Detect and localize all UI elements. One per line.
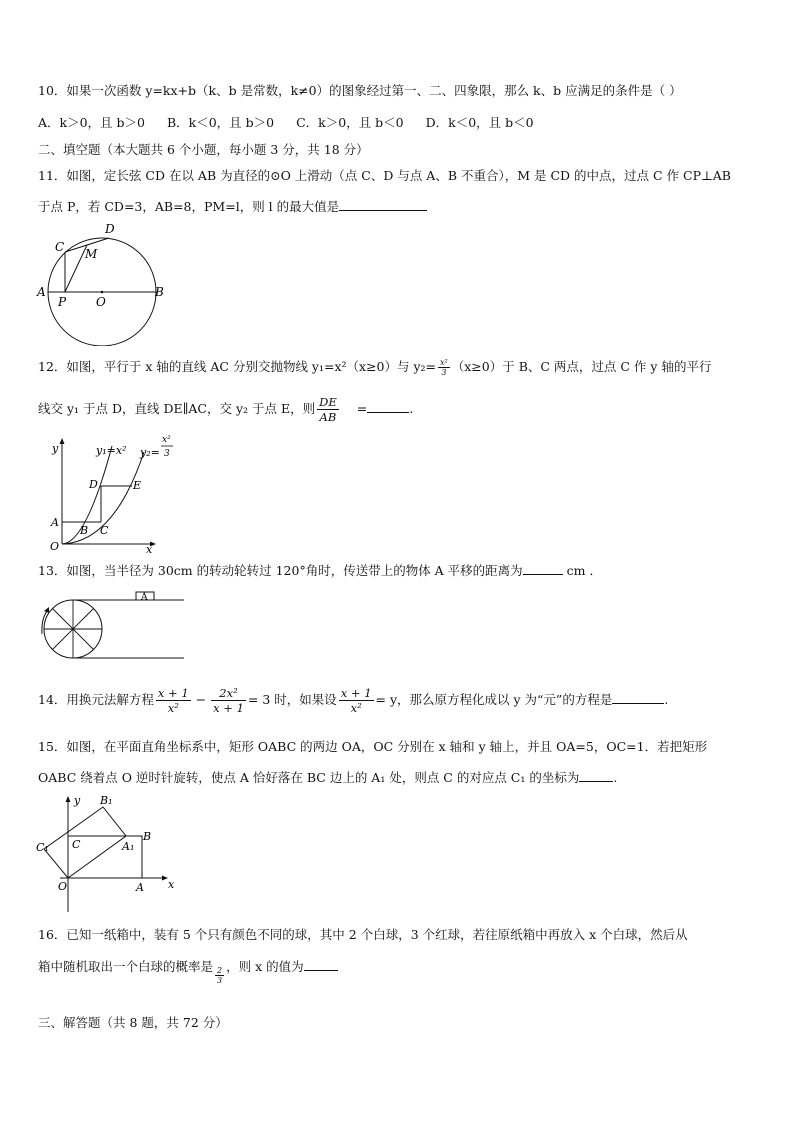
q10-option-b: B．k＜0，且 b＞0 bbox=[166, 115, 275, 130]
q15-label-b: B bbox=[143, 830, 152, 843]
q15-label-c: C bbox=[72, 838, 81, 851]
q14-end: . bbox=[664, 692, 669, 707]
q14-fraction-a-num: x + 1 bbox=[157, 686, 189, 700]
q12-y-axis-arrow bbox=[60, 438, 65, 444]
q13-wheel-figure bbox=[38, 590, 188, 666]
q11-label-m: M bbox=[85, 247, 98, 261]
q16-line2 bbox=[38, 954, 338, 985]
q12-line2a: 线交 y₁ 于点 D，直线 DE∥AC，交 y₂ 于点 E，则 bbox=[38, 401, 316, 416]
q14-fraction-a-den: x² bbox=[167, 701, 179, 715]
q10-options bbox=[38, 114, 534, 132]
q15-rect-rotated bbox=[44, 807, 126, 878]
q10-option-a: A．k＞0，且 b＞0 bbox=[38, 115, 145, 130]
q14-minus: − bbox=[195, 692, 207, 707]
q12-parabola-figure bbox=[44, 432, 174, 554]
q12-label-y2-den: 3 bbox=[164, 449, 170, 459]
q14-fraction-b-den: x + 1 bbox=[213, 701, 244, 715]
q16-probability-num: 2 bbox=[217, 966, 223, 975]
q12-line1 bbox=[38, 352, 711, 382]
q14-fraction-c-den: x² bbox=[350, 701, 362, 715]
q12-label-y2-num: x² bbox=[162, 435, 171, 445]
q11-line1: 11．如图，定长弦 CD 在以 AB 为直径的⊙O 上滑动（点 C、D 与点 A、B 不重合），M 是 CD 的中点，过点 C 作 CP⊥AB bbox=[38, 168, 731, 183]
q13-text: 13．如图，当半径为 30cm 的转动轮转过 120°角时，传送带上的物体 A 平移的距离为 bbox=[38, 563, 523, 578]
q11-circle-figure bbox=[34, 218, 174, 346]
q12-line1a: 12．如图，平行于 x 轴的直线 AC 分别交抛物线 y₁=x²（x≥0）与 y₂= bbox=[38, 359, 437, 374]
q13-line bbox=[38, 562, 602, 580]
q11-label-p: P bbox=[58, 295, 67, 309]
q14-fraction-c bbox=[339, 686, 374, 715]
q15-label-c1: C₁ bbox=[36, 841, 49, 854]
q15-rectangle-figure bbox=[34, 792, 184, 916]
q15-line2b: . bbox=[613, 770, 618, 785]
q15-line1: 15．如图，在平面直角坐标系中，矩形 OABC 的两边 OA，OC 分别在 x 轴和 y 轴上，并且 OA=5，OC=1．若把矩形 bbox=[38, 739, 708, 754]
q10-option-c: C．k＞0，且 b＜0 bbox=[296, 115, 404, 130]
q11-answer-blank[interactable] bbox=[339, 198, 427, 211]
q12-period: . bbox=[409, 401, 414, 416]
q15-line2 bbox=[38, 769, 617, 787]
section2-heading: 二、填空题（本大题共 6 个小题，每小题 3 分，共 18 分） bbox=[38, 142, 369, 157]
q12-ratio-fraction bbox=[317, 395, 339, 424]
q12-label-b: B bbox=[80, 524, 89, 537]
q16-line2a: 箱中随机取出一个白球的概率是 bbox=[38, 959, 214, 974]
q14-fraction-c-num: x + 1 bbox=[340, 686, 372, 700]
q15-answer-blank[interactable] bbox=[579, 769, 613, 782]
q13-label-a: A bbox=[141, 592, 148, 603]
q13-unit: cm ． bbox=[566, 563, 602, 578]
q10-option-d: D．k＜0，且 b＜0 bbox=[425, 115, 534, 130]
q12-label-y1: y₁=x² bbox=[96, 444, 127, 457]
q11-label-b: B bbox=[155, 285, 164, 299]
q14-line bbox=[38, 680, 668, 720]
q11-label-o: O bbox=[96, 295, 106, 309]
q16-line2b: ，则 x 的值为 bbox=[226, 959, 304, 974]
q15-label-a1: A₁ bbox=[122, 840, 135, 853]
q12-y2-numerator: x² bbox=[440, 358, 448, 367]
q14-answer-blank[interactable] bbox=[612, 691, 664, 704]
q14-fraction-b bbox=[211, 686, 246, 715]
q12-label-o: O bbox=[50, 540, 60, 553]
q14-eq: = 3 时，如果设 bbox=[247, 692, 337, 707]
q14-fraction-a bbox=[156, 686, 191, 715]
q16-answer-blank[interactable] bbox=[304, 958, 338, 971]
q14-fraction-b-num: 2x² bbox=[211, 686, 246, 701]
q15-label-b1: B₁ bbox=[100, 794, 113, 807]
q12-label-a: A bbox=[51, 516, 59, 529]
q15-label-y: y bbox=[74, 794, 81, 807]
q12-ratio-denominator: AB bbox=[319, 410, 337, 424]
q15-label-a: A bbox=[136, 881, 144, 894]
q15-y-axis-arrow bbox=[66, 796, 71, 802]
q12-line1b: （x≥0）于 B、C 两点，过点 C 作 y 轴的平行 bbox=[451, 359, 712, 374]
q12-label-e: E bbox=[133, 479, 142, 492]
q12-line2 bbox=[38, 392, 413, 426]
q10-stem: 10．如果一次函数 y=kx+b（k、b 是常数，k≠0）的图象经过第一、二、四象限，那么 k、b 应满足的条件是（ ） bbox=[38, 83, 682, 98]
q15-line2a: OABC 绕着点 O 逆时针旋转，使点 A 恰好落在 BC 边上的 A₁ 处，则点 C 的对应点 C₁ 的坐标为 bbox=[38, 770, 580, 785]
q12-y2-fraction bbox=[438, 358, 450, 377]
q11-label-c: C bbox=[55, 240, 65, 254]
q12-answer-blank[interactable] bbox=[367, 400, 409, 413]
q11-segment-pm bbox=[65, 245, 87, 292]
section3-heading: 三、解答题（共 8 题，共 72 分） bbox=[38, 1015, 228, 1030]
q12-label-y2: y₂= bbox=[140, 446, 160, 459]
q12-equals: = bbox=[356, 401, 368, 416]
q11-label-d: D bbox=[105, 222, 115, 236]
q11-center-dot bbox=[101, 291, 104, 294]
q12-y2-denominator: 3 bbox=[441, 368, 447, 377]
q16-line1: 16．已知一纸箱中，装有 5 个只有颜色不同的球，其中 2 个白球，3 个红球，若往原纸箱中再放入 x 个白球，然后从 bbox=[38, 927, 688, 942]
q15-label-x: x bbox=[168, 878, 175, 891]
q11-line2 bbox=[38, 198, 427, 216]
q16-probability-fraction bbox=[215, 966, 224, 985]
q13-answer-blank[interactable] bbox=[523, 562, 563, 575]
q12-label-d: D bbox=[89, 478, 98, 491]
q12-label-c: C bbox=[100, 524, 109, 537]
q11-line2-text: 于点 P，若 CD=3，AB=8，PM=l，则 l 的最大值是 bbox=[38, 199, 340, 214]
q12-ratio-numerator: DE bbox=[319, 395, 337, 409]
q14-pre: 14．用换元法解方程 bbox=[38, 692, 154, 707]
q14-eq2: = y，那么原方程化成以 y 为“元”的方程是 bbox=[375, 692, 613, 707]
q12-label-y: y bbox=[52, 442, 59, 455]
q15-label-o: O bbox=[58, 880, 68, 893]
q16-probability-den: 3 bbox=[217, 976, 223, 985]
q11-label-a: A bbox=[37, 285, 46, 299]
q12-label-x: x bbox=[146, 543, 153, 554]
